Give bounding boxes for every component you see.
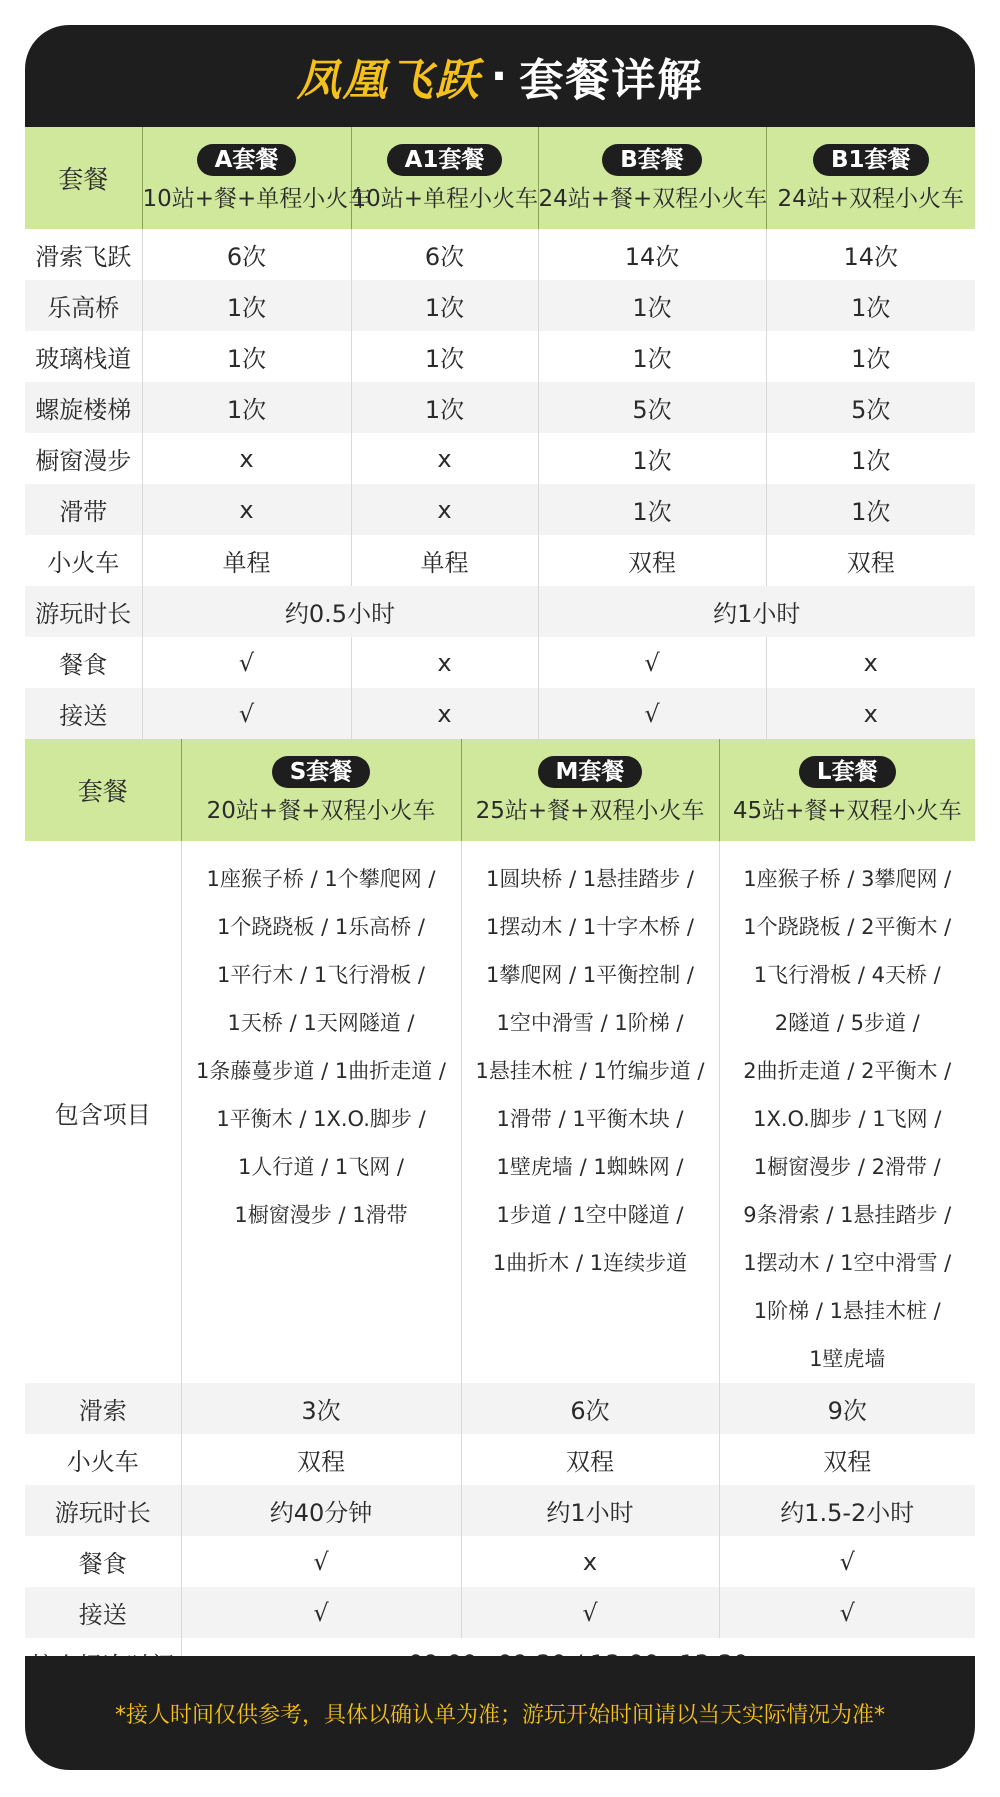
cell-value: 9次 xyxy=(719,1383,975,1434)
row-label: 滑带 xyxy=(59,498,108,526)
package-l-header xyxy=(719,739,975,841)
cell-value: 双程 xyxy=(719,1434,975,1485)
package-s-desc: 20站+餐+双程小火车 xyxy=(206,797,436,824)
item-line: 9条滑索 / 1悬挂踏步 / xyxy=(743,1203,952,1227)
cell-value: 1次 xyxy=(351,280,538,331)
page-subtitle: 套餐详解 xyxy=(519,55,704,106)
cell-value: 单程 xyxy=(142,535,351,586)
table-row xyxy=(25,280,975,331)
cell-value: √ xyxy=(538,688,766,739)
cell-value: √ xyxy=(142,688,351,739)
cell-value: x xyxy=(766,637,975,688)
cell-value: x xyxy=(142,433,351,484)
item-line: 1平行木 / 1飞行滑板 / xyxy=(217,963,425,987)
table-row xyxy=(25,331,975,382)
cell-value: 14次 xyxy=(766,229,975,280)
disclaimer-footer: *接人时间仅供参考，具体以确认单为准；游玩开始时间请以当天实际情况为准* xyxy=(25,1656,975,1770)
cell-value: 1次 xyxy=(351,331,538,382)
cell-value: 6次 xyxy=(142,229,351,280)
item-line: 2曲折走道 / 2平衡木 / xyxy=(743,1059,952,1083)
package-b1-name: B1套餐 xyxy=(813,144,929,176)
package-a-desc: 10站+餐+单程小火车 xyxy=(142,185,372,212)
row-label: 接送 xyxy=(59,702,108,730)
cell-value: 约1.5-2小时 xyxy=(719,1485,975,1536)
cell-value: 约0.5小时 xyxy=(142,586,538,637)
cell-value: √ xyxy=(719,1536,975,1587)
row-label: 橱窗漫步 xyxy=(35,447,132,475)
cell-value: 1次 xyxy=(538,433,766,484)
item-line: 1个跷跷板 / 1乐高桥 / xyxy=(217,915,425,939)
item-line: 1平衡木 / 1X.O.脚步 / xyxy=(216,1107,426,1131)
item-line: 1座猴子桥 / 1个攀爬网 / xyxy=(206,867,436,891)
item-line: 1圆块桥 / 1悬挂踏步 / xyxy=(486,867,694,891)
table-row xyxy=(25,229,975,280)
item-line: 1阶梯 / 1悬挂木桩 / xyxy=(753,1299,941,1323)
item-line: 1悬挂木桩 / 1竹编步道 / xyxy=(475,1059,705,1083)
cell-value: 1次 xyxy=(766,280,975,331)
cell-value: x xyxy=(461,1536,719,1587)
table-row xyxy=(25,1383,975,1434)
cell-value: 约1小时 xyxy=(461,1485,719,1536)
package-b-header xyxy=(538,127,766,229)
package-b1-header xyxy=(766,127,975,229)
package-b-desc: 24站+餐+双程小火车 xyxy=(538,185,768,212)
items-cell-s xyxy=(181,841,461,1383)
table-row xyxy=(25,586,975,637)
cell-value: 5次 xyxy=(538,382,766,433)
row-label: 餐食 xyxy=(59,651,108,679)
item-line: 1人行道 / 1飞网 / xyxy=(238,1155,404,1179)
items-label: 包含项目 xyxy=(54,1100,151,1129)
package-a-header xyxy=(142,127,372,229)
items-cell-l xyxy=(719,841,975,1383)
item-line: 1壁虎墙 xyxy=(809,1347,886,1371)
package-m-name: M套餐 xyxy=(538,756,643,788)
table-row xyxy=(25,535,975,586)
package-table-1 xyxy=(25,127,975,739)
package-l-desc: 45站+餐+双程小火车 xyxy=(732,797,962,824)
cell-value: √ xyxy=(181,1587,461,1638)
item-line: 1条藤蔓步道 / 1曲折走道 / xyxy=(196,1059,446,1083)
table2-header-row xyxy=(25,739,975,841)
table2-header-label: 套餐 xyxy=(77,777,128,806)
cell-value: √ xyxy=(538,637,766,688)
item-line: 1橱窗漫步 / 1滑带 xyxy=(234,1203,408,1227)
cell-value: 1次 xyxy=(351,382,538,433)
cell-value: x xyxy=(351,637,538,688)
title-banner xyxy=(25,25,975,127)
cell-value: x xyxy=(142,484,351,535)
row-label: 餐食 xyxy=(78,1550,127,1578)
table1-header-label: 套餐 xyxy=(58,165,109,194)
row-label: 小火车 xyxy=(47,549,120,577)
row-label: 螺旋楼梯 xyxy=(35,396,132,424)
cell-value: 1次 xyxy=(142,382,351,433)
cell-value: 1次 xyxy=(766,433,975,484)
cell-value: 双程 xyxy=(181,1434,461,1485)
row-label: 玻璃栈道 xyxy=(35,345,132,373)
cell-value: 单程 xyxy=(351,535,538,586)
cell-value: 1次 xyxy=(538,280,766,331)
cell-value: x xyxy=(351,688,538,739)
cell-value: 5次 xyxy=(766,382,975,433)
items-row xyxy=(25,841,975,1383)
item-line: 2隧道 / 5步道 / xyxy=(774,1011,920,1035)
row-label: 游玩时长 xyxy=(54,1499,151,1527)
row-label: 乐高桥 xyxy=(47,294,120,322)
item-line: 1座猴子桥 / 3攀爬网 / xyxy=(743,867,952,891)
package-table-2 xyxy=(25,739,975,1689)
table-row xyxy=(25,382,975,433)
cell-value: 1次 xyxy=(538,484,766,535)
item-line: 1天桥 / 1天网隧道 / xyxy=(227,1011,415,1035)
table-row xyxy=(25,1587,975,1638)
brand-title: 凤凰飞跃 xyxy=(296,55,481,106)
cell-value: x xyxy=(766,688,975,739)
package-b1-desc: 24站+双程小火车 xyxy=(777,185,965,212)
cell-value: 1次 xyxy=(538,331,766,382)
table-row xyxy=(25,1485,975,1536)
row-label: 游玩时长 xyxy=(35,600,132,628)
item-line: 1个跷跷板 / 2平衡木 / xyxy=(743,915,952,939)
cell-value: 6次 xyxy=(461,1383,719,1434)
title-dot: · xyxy=(490,50,510,102)
cell-value: 双程 xyxy=(538,535,766,586)
item-line: 1曲折木 / 1连续步道 xyxy=(492,1251,688,1275)
item-line: 1滑带 / 1平衡木块 / xyxy=(496,1107,684,1131)
package-m-desc: 25站+餐+双程小火车 xyxy=(475,797,705,824)
items-cell-m xyxy=(461,841,719,1383)
item-line: 1橱窗漫步 / 2滑带 / xyxy=(753,1155,941,1179)
table-row xyxy=(25,637,975,688)
cell-value: 约40分钟 xyxy=(181,1485,461,1536)
table-row xyxy=(25,1536,975,1587)
cell-value: 3次 xyxy=(181,1383,461,1434)
row-label: 滑索飞跃 xyxy=(35,243,132,271)
table-row xyxy=(25,1434,975,1485)
cell-value: √ xyxy=(181,1536,461,1587)
table-row xyxy=(25,433,975,484)
cell-value: 1次 xyxy=(142,331,351,382)
cell-value: 6次 xyxy=(351,229,538,280)
item-line: 1摆动木 / 1十字木桥 / xyxy=(486,915,694,939)
item-line: 1空中滑雪 / 1阶梯 / xyxy=(496,1011,684,1035)
package-a-name: A套餐 xyxy=(197,144,297,176)
cell-value: 1次 xyxy=(766,484,975,535)
row-label: 接送 xyxy=(78,1601,127,1629)
cell-value: √ xyxy=(142,637,351,688)
package-a1-desc: 10站+单程小火车 xyxy=(351,185,539,212)
item-line: 1壁虎墙 / 1蜘蛛网 / xyxy=(496,1155,684,1179)
cell-value: 双程 xyxy=(766,535,975,586)
item-line: 1攀爬网 / 1平衡控制 / xyxy=(486,963,694,987)
table-row xyxy=(25,688,975,739)
cell-value: 14次 xyxy=(538,229,766,280)
item-line: 1步道 / 1空中隧道 / xyxy=(496,1203,684,1227)
row-label: 滑索 xyxy=(78,1397,127,1425)
table1-header-row xyxy=(25,127,975,229)
cell-value: 1次 xyxy=(142,280,351,331)
cell-value: √ xyxy=(719,1587,975,1638)
package-m-header xyxy=(461,739,719,841)
row-label: 小火车 xyxy=(66,1448,139,1476)
package-a1-name: A1套餐 xyxy=(387,144,503,176)
cell-value: √ xyxy=(461,1587,719,1638)
package-s-name: S套餐 xyxy=(272,756,371,788)
item-line: 1摆动木 / 1空中滑雪 / xyxy=(743,1251,952,1275)
package-card xyxy=(25,25,975,1770)
item-line: 1飞行滑板 / 4天桥 / xyxy=(753,963,941,987)
cell-value: 双程 xyxy=(461,1434,719,1485)
package-b-name: B套餐 xyxy=(602,144,702,176)
cell-value: 1次 xyxy=(766,331,975,382)
cell-value: 约1小时 xyxy=(538,586,975,637)
table-row xyxy=(25,484,975,535)
package-a1-header xyxy=(351,127,538,229)
cell-value: x xyxy=(351,433,538,484)
package-l-name: L套餐 xyxy=(799,756,896,788)
package-s-header xyxy=(181,739,461,841)
cell-value: x xyxy=(351,484,538,535)
item-line: 1X.O.脚步 / 1飞网 / xyxy=(753,1107,942,1131)
